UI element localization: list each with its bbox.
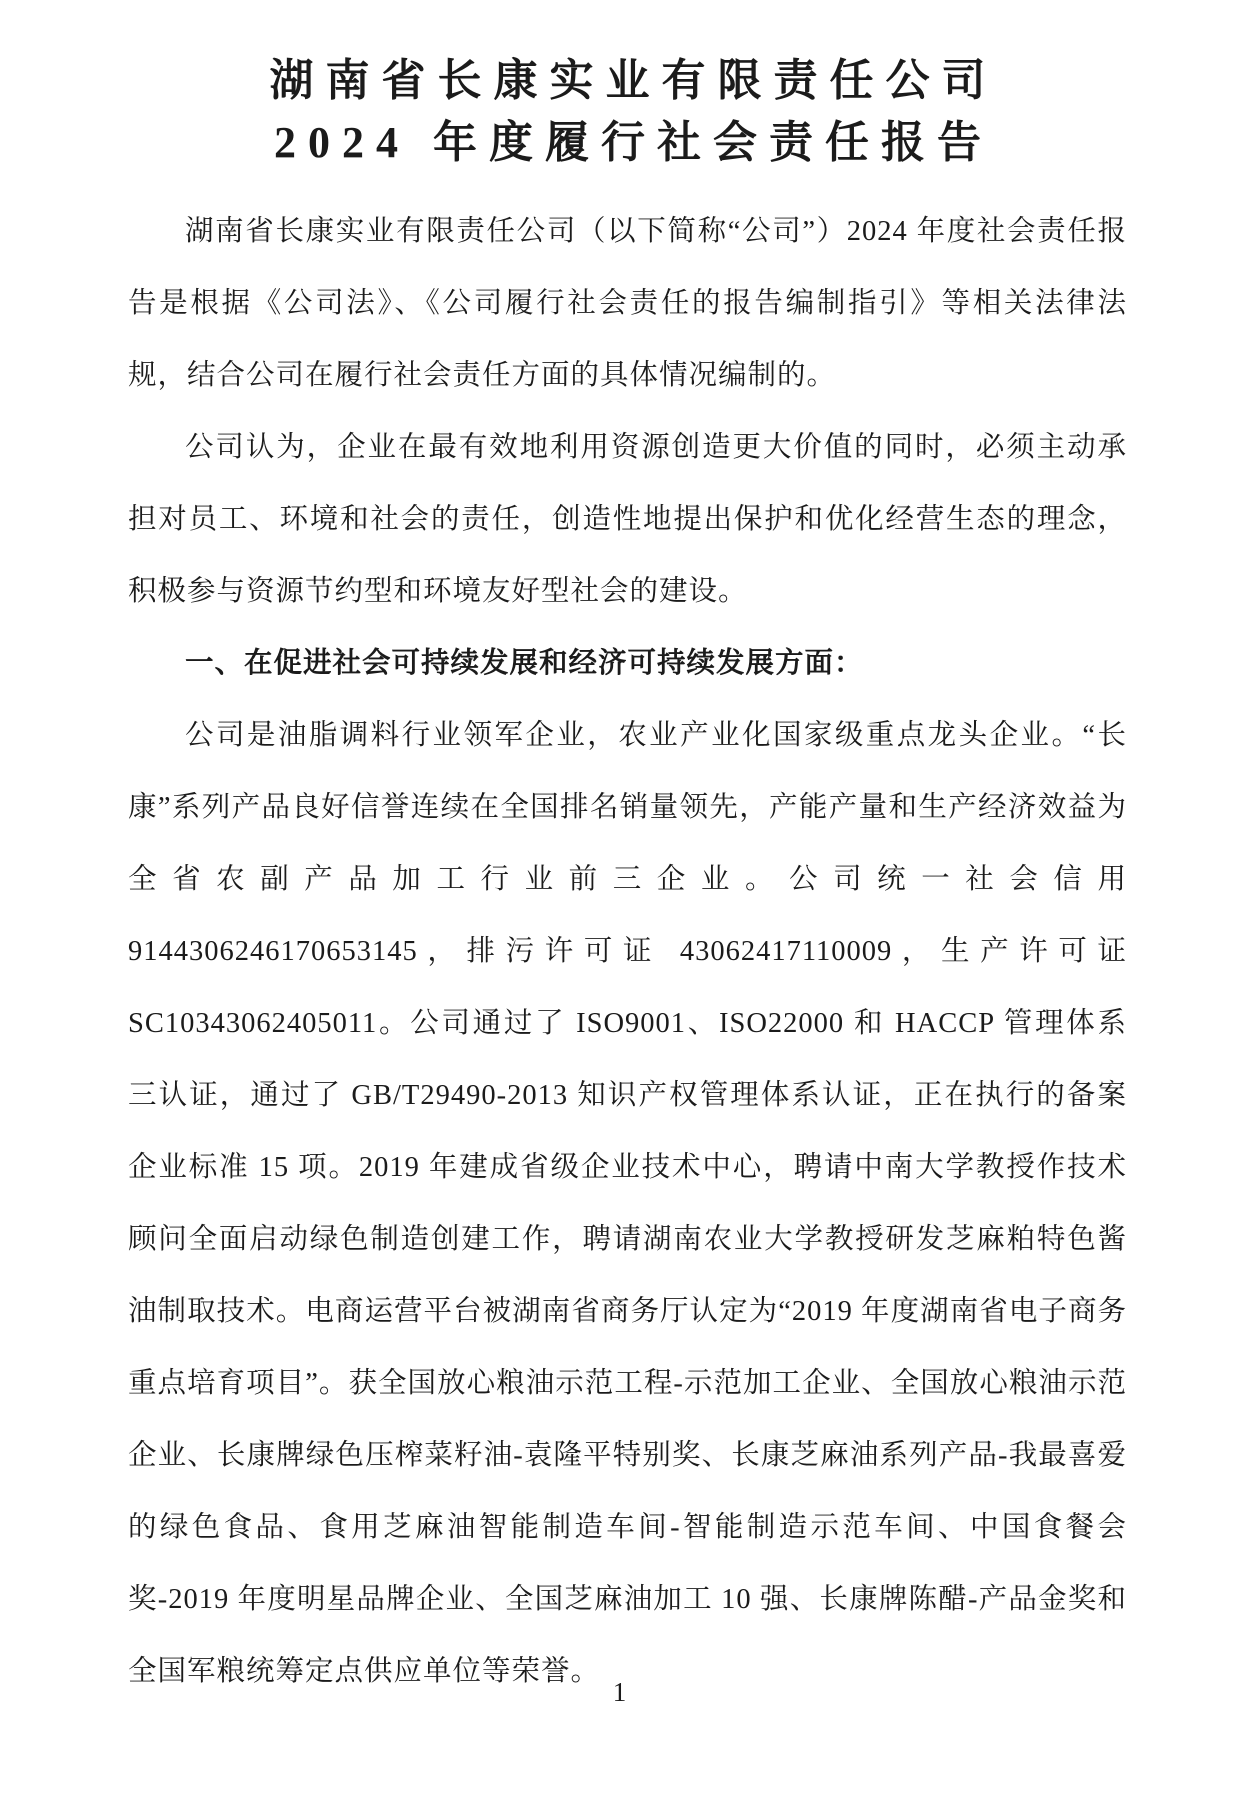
- paragraph-intro-basis: 湖南省长康实业有限责任公司（以下简称“公司”）2024 年度社会责任报告是根据《公司法》、《公司履行社会责任的报告编制指引》等相关法律法规，结合公司在履行社会责任方面的具体情况编制的。: [128, 216, 1127, 391]
- document-title-line1: 湖南省长康实业有限责任公司: [269, 56, 998, 105]
- document-title: [128, 50, 1127, 174]
- document-title-line2: 2024 年度履行社会责任报告: [274, 118, 993, 167]
- paragraph-company-philosophy: 公司认为，企业在最有效地利用资源创造更大价值的同时，必须主动承担对员工、环境和社会的责任，创造性地提出保护和优化经营生态的理念，积极参与资源节约型和环境友好型社会的建设。: [128, 432, 1127, 607]
- page-number: 1: [612, 1677, 627, 1707]
- section-heading-sustainable-development: 一、在促进社会可持续发展和经济可持续发展方面：: [185, 648, 864, 679]
- paragraph-company-achievements: 公司是油脂调料行业领军企业，农业产业化国家级重点龙头企业。“长康”系列产品良好信誉连续在全国排名销量领先，产能产量和生产经济效益为全省农副产品加工行业前三企业。公司统一社会信用 9144306246170653145，排污许可证 43062417110009，生产许可证 SC10343062405011。公司通过了 ISO9001、ISO22000 和 HACCP 管理体系三认证，通过了 GB/T29490-2013 知识产权管理体系认证，正在执行的备案企业标准 15 项。2019 年建成省级企业技术中心，聘请中南大学教授作技术顾问全面启动绿色制造创建工作，聘请湖南农业大学教授研发芝麻粕特色酱油制取技术。电商运营平台被湖南省商务厅认定为“2019 年度湖南省电子商务重点培育项目”。获全国放心粮油示范工程-示范加工企业、全国放心粮油示范企业、长康牌绿色压榨菜籽油-袁隆平特别奖、长康芝麻油系列产品-我最喜爱的绿色食品、食用芝麻油智能制造车间-智能制造示范车间、中国食餐会奖-2019 年度明星品牌企业、全国芝麻油加工 10 强、长康牌陈醋-产品金奖和全国军粮统筹定点供应单位等荣誉。: [128, 720, 1127, 1687]
